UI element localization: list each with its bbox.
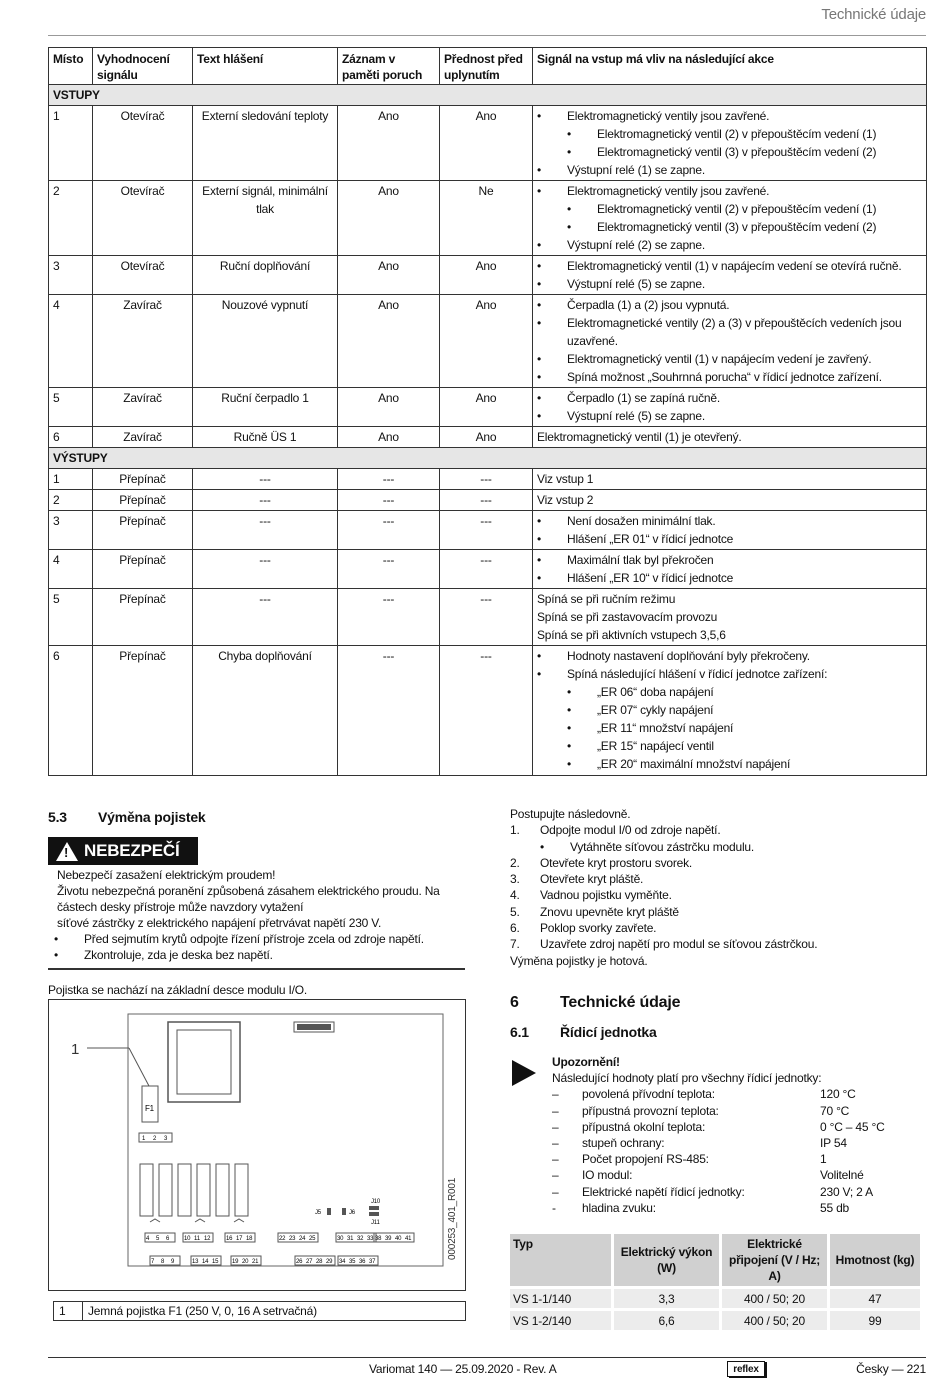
terminal-number: 4 — [146, 1236, 150, 1242]
procedure-step: 3. Otevřete kryt pláště. — [510, 872, 644, 887]
tech-header-power: Elektrický výkon (W) — [614, 1234, 719, 1286]
effect-bullet: • Elektromagnetický ventily jsou zavřené. — [537, 109, 770, 123]
danger-label — [48, 837, 198, 865]
effect-bullet: • Čerpadlo (1) se zapíná ručně. — [537, 391, 720, 405]
note-text: Následující hodnoty platí pro všechny řídicí jednotky: — [552, 1071, 822, 1086]
cell-effects — [533, 490, 927, 511]
cell-text: --- — [193, 550, 338, 589]
cell-place: 2 — [49, 181, 93, 256]
cell-place: 6 — [49, 646, 93, 776]
terminal-number: 7 — [151, 1259, 155, 1265]
note-title: Upozornění! — [552, 1055, 620, 1069]
spec-value: IP 54 — [820, 1136, 847, 1151]
tech-cell: VS 1-2/140 — [510, 1311, 611, 1330]
tech-cell: 47 — [830, 1289, 920, 1308]
io-board-diagram — [49, 1000, 465, 1290]
terminal-block — [150, 1256, 180, 1265]
terminal-number: 36 — [359, 1259, 366, 1265]
svg-text:J10: J10 — [371, 1199, 381, 1205]
cell-place: 3 — [49, 256, 93, 295]
effect-line: Elektromagnetický ventil (1) je otevřený. — [537, 430, 742, 444]
svg-text:2: 2 — [153, 1136, 157, 1142]
io-board-figure — [48, 999, 466, 1291]
note-arrow-icon — [512, 1060, 536, 1086]
cell-priority: Ano — [440, 106, 533, 181]
cell-text: Chyba doplňování — [193, 646, 338, 776]
tech-cell: VS 1-1/140 — [510, 1289, 611, 1308]
danger-line: Nebezpečí zasažení elektrickým proudem! — [57, 868, 276, 882]
section-5-3-heading — [48, 809, 206, 825]
cell-memory: Ano — [338, 295, 440, 388]
signal-table — [48, 47, 927, 776]
section-title: Technické údaje — [560, 994, 681, 1011]
spec-value: 55 db — [820, 1200, 850, 1215]
cell-text: --- — [193, 589, 338, 646]
cell-text: Nouzové vypnutí — [193, 295, 338, 388]
spec-item: - hladina zvuku: 55 db — [552, 1200, 850, 1215]
terminal-number: 19 — [232, 1259, 239, 1265]
cell-text: --- — [193, 469, 338, 490]
danger-line: síťové zástrčky z elektrického napájení přetrvávat napětí 230 V. — [57, 916, 382, 930]
effect-bullet: • Výstupní relé (5) se zapne. — [537, 277, 706, 291]
effect-bullet: • „ER 20“ maximální množství napájení — [567, 757, 791, 771]
cell-text: --- — [193, 511, 338, 550]
spec-item: – přípustná okolní teplota: 0 °C – 45 °C — [552, 1119, 885, 1134]
cell-effects — [533, 511, 927, 550]
cell-memory: Ano — [338, 256, 440, 295]
section-title: VSTUPY — [49, 85, 927, 106]
warning-triangle-icon — [56, 842, 78, 861]
procedure-step: 4. Vadnou pojistku vyměňte. — [510, 888, 672, 903]
cell-text: Ruční doplňování — [193, 256, 338, 295]
effect-bullet: • Hlášení „ER 01“ v řídicí jednotce — [537, 532, 734, 546]
cell-place: 1 — [49, 469, 93, 490]
terminal-number: 21 — [252, 1259, 259, 1265]
effect-bullet: • „ER 07“ cykly napájení — [567, 703, 714, 717]
caption-text: Jemná pojistka F1 (250 V, 0, 16 A setrvačná) — [88, 1304, 317, 1318]
effect-bullet: • Elektromagnetický ventil (2) v přepouštěcím vedení (1) — [567, 202, 877, 216]
terminal-number: 33 — [367, 1236, 374, 1242]
section-row — [49, 85, 927, 106]
terminal-number: 15 — [212, 1259, 219, 1265]
section-6-1-heading — [510, 1024, 657, 1040]
cell-memory: Ano — [338, 388, 440, 427]
cell-priority: --- — [440, 511, 533, 550]
table-row — [49, 427, 927, 448]
section-number: 5.3 — [48, 809, 67, 825]
terminal-number: 30 — [337, 1236, 344, 1242]
cell-eval: Otevírač — [93, 106, 193, 181]
tech-cell: 3,3 — [614, 1289, 719, 1308]
cell-priority: Ano — [440, 295, 533, 388]
spec-key: Elektrické napětí řídicí jednotky: — [582, 1184, 745, 1199]
effect-bullet: • Elektromagnetický ventil (1) v napájecím vedení je zavřený. — [537, 352, 872, 366]
procedure-step: 6. Poklop svorky zavřete. — [510, 921, 657, 936]
spec-value: 120 °C — [820, 1087, 856, 1102]
terminal-number: 29 — [326, 1259, 333, 1265]
danger-line: Životu nebezpečná poranění způsobená zásahem elektrického proudu. Na částech desky přístroje může navzdory vytažení — [57, 884, 440, 914]
svg-text:3: 3 — [164, 1136, 168, 1142]
terminal-number: 28 — [316, 1259, 323, 1265]
tech-row — [510, 1311, 920, 1330]
tech-table — [507, 1231, 923, 1333]
tech-header-type: Typ — [510, 1234, 611, 1286]
effect-bullet: • Čerpadla (1) a (2) jsou vypnutá. — [537, 298, 730, 312]
cell-eval: Přepínač — [93, 511, 193, 550]
cell-eval: Zavírač — [93, 295, 193, 388]
cell-text: Ručně ÜS 1 — [193, 427, 338, 448]
spec-item: – přípustná provozní teplota: 70 °C — [552, 1103, 850, 1118]
svg-text:J6: J6 — [349, 1210, 355, 1216]
effect-bullet: • Elektromagnetický ventily jsou zavřené. — [537, 184, 770, 198]
tech-cell: 99 — [830, 1311, 920, 1330]
procedure-step: 7. Uzavřete zdroj napětí pro modul se síťovou zástrčkou. — [510, 937, 818, 952]
effect-bullet: • Hodnoty nastavení doplňování byly překročeny. — [537, 649, 810, 663]
terminal-number: 8 — [161, 1259, 165, 1265]
terminal-number: 17 — [236, 1236, 243, 1242]
danger-bullet: • Zkontroluje, zda je deska bez napětí. — [54, 948, 273, 962]
cell-eval: Přepínač — [93, 550, 193, 589]
cell-priority: --- — [440, 469, 533, 490]
cell-place: 4 — [49, 295, 93, 388]
spec-key: stupeň ochrany: — [582, 1136, 665, 1151]
spec-key: Počet propojení RS-485: — [582, 1152, 709, 1167]
terminal-number: 23 — [289, 1236, 296, 1242]
effect-bullet: • Elektromagnetický ventil (2) v přepouštěcím vedení (1) — [567, 127, 877, 141]
section-number: 6.1 — [510, 1024, 529, 1040]
spec-value: 0 °C – 45 °C — [820, 1119, 885, 1134]
cell-memory: Ano — [338, 181, 440, 256]
cell-effects — [533, 181, 927, 256]
cell-priority: Ano — [440, 388, 533, 427]
svg-text:1: 1 — [142, 1136, 146, 1142]
procedure-done: Výměna pojistky je hotová. — [510, 953, 648, 968]
spec-key: IO modul: — [582, 1168, 633, 1183]
cell-effects — [533, 589, 927, 646]
terminal-number: 13 — [192, 1259, 199, 1265]
terminal-number: 39 — [385, 1236, 392, 1242]
cell-eval: Přepínač — [93, 646, 193, 776]
terminal-number: 18 — [246, 1236, 253, 1242]
cell-place: 5 — [49, 388, 93, 427]
fuse-location-text: Pojistka se nachází na základní desce modulu I/O. — [48, 983, 308, 997]
cell-place: 5 — [49, 589, 93, 646]
cell-eval: Zavírač — [93, 388, 193, 427]
spec-value: 70 °C — [820, 1103, 850, 1118]
table-row — [49, 469, 927, 490]
terminal-number: 12 — [204, 1236, 211, 1242]
tech-row — [510, 1289, 920, 1308]
section-row — [49, 448, 927, 469]
danger-label-text: NEBEZPEČÍ — [84, 841, 180, 860]
cell-eval: Otevírač — [93, 256, 193, 295]
procedure-step: 1. Odpojte modul I/0 od zdroje napětí. — [510, 823, 721, 838]
terminal-number: 38 — [375, 1236, 382, 1242]
effect-bullet: • Spíná možnost „Souhrnná porucha“ v řídicí jednotce zařízení. — [537, 370, 882, 384]
cell-effects — [533, 256, 927, 295]
effect-bullet: • Výstupní relé (2) se zapne. — [537, 238, 706, 252]
cell-memory: --- — [338, 469, 440, 490]
effect-bullet: • „ER 06“ doba napájení — [567, 685, 714, 699]
cell-effects — [533, 469, 927, 490]
terminal-row-upper — [145, 1233, 414, 1242]
table-row — [49, 550, 927, 589]
effect-bullet: • Elektromagnetické ventily (2) a (3) v přepouštěcích vedeních jsou uzavřené. — [537, 316, 902, 348]
table-row — [49, 388, 927, 427]
cell-eval: Přepínač — [93, 490, 193, 511]
spec-key: přípustná provozní teplota: — [582, 1103, 719, 1118]
terminal-number: 16 — [226, 1236, 233, 1242]
note-box — [552, 1054, 922, 1216]
effect-bullet: • Není dosažen minimální tlak. — [537, 514, 716, 528]
cell-memory: Ano — [338, 106, 440, 181]
procedure-intro: Postupujte následovně. — [510, 807, 631, 821]
table-row — [49, 511, 927, 550]
section-number: 6 — [510, 994, 519, 1011]
footer-page: Česky — 221 — [856, 1362, 926, 1376]
tech-header-connection: Elektrické připojení (V / Hz; A) — [722, 1234, 827, 1286]
section-title: Řídicí jednotka — [560, 1024, 657, 1040]
svg-text:J5: J5 — [315, 1210, 321, 1216]
table-row — [49, 295, 927, 388]
tech-cell: 6,6 — [614, 1311, 719, 1330]
terminal-top — [139, 1133, 172, 1142]
col-header-effects: Signál na vstup má vliv na následující akce — [533, 48, 927, 85]
effect-bullet: • Elektromagnetický ventil (1) v napájecím vedení se otevírá ručně. — [537, 259, 902, 273]
procedure — [510, 806, 930, 969]
terminal-number: 41 — [405, 1236, 412, 1242]
cell-effects — [533, 388, 927, 427]
tech-cell: 400 / 50; 20 — [722, 1289, 827, 1308]
terminal-number: 27 — [306, 1259, 313, 1265]
cell-memory: --- — [338, 589, 440, 646]
section-title: VÝSTUPY — [49, 448, 927, 469]
effect-bullet: • Spíná následující hlášení v řídicí jednotce zařízení: — [537, 667, 828, 681]
effect-line: Viz vstup 1 — [537, 472, 594, 486]
terminal-number: 24 — [299, 1236, 306, 1242]
page-header-title: Technické údaje — [821, 6, 926, 23]
figure-code: 000253_401_R001 — [447, 1177, 458, 1260]
table-row — [49, 181, 927, 256]
procedure-step: 2. Otevřete kryt prostoru svorek. — [510, 855, 693, 870]
cell-eval: Zavírač — [93, 427, 193, 448]
cell-place: 2 — [49, 490, 93, 511]
footer-doc-info: Variomat 140 — 25.09.2020 - Rev. A — [369, 1362, 557, 1376]
cell-effects — [533, 646, 927, 776]
cell-effects — [533, 295, 927, 388]
cell-eval: Přepínač — [93, 589, 193, 646]
table-row — [49, 490, 927, 511]
spec-key: hladina zvuku: — [582, 1200, 656, 1215]
spec-item: – Počet propojení RS-485: 1 — [552, 1152, 827, 1167]
fuse-label: F1 — [145, 1104, 154, 1113]
terminal-row-lower — [150, 1256, 378, 1265]
footer-rule — [48, 1357, 926, 1358]
effect-line: Spíná se při zastavovacím provozu — [537, 610, 718, 624]
terminal-number: 34 — [339, 1259, 346, 1265]
cell-text: Externí signál, minimální tlak — [193, 181, 338, 256]
cell-place: 6 — [49, 427, 93, 448]
cell-memory: --- — [338, 511, 440, 550]
terminal-number: 25 — [309, 1236, 316, 1242]
cell-place: 3 — [49, 511, 93, 550]
terminal-number: 11 — [194, 1236, 200, 1242]
terminal-number: 5 — [156, 1236, 160, 1242]
col-header-memory: Záznam v paměti poruch — [338, 48, 440, 85]
spec-item: – stupeň ochrany: IP 54 — [552, 1136, 847, 1151]
cell-priority: --- — [440, 589, 533, 646]
header-rule — [48, 35, 926, 36]
spec-value: Volitelné — [820, 1168, 864, 1183]
effect-line: Spíná se při aktivních vstupech 3,5,6 — [537, 628, 726, 642]
cell-text: Externí sledování teploty — [193, 106, 338, 181]
tech-header-weight: Hmotnost (kg) — [830, 1234, 920, 1286]
cell-priority: --- — [440, 550, 533, 589]
col-header-text: Text hlášení — [193, 48, 338, 85]
spec-value: 230 V; 2 A — [820, 1184, 873, 1199]
terminal-number: 20 — [242, 1259, 249, 1265]
cell-eval: Otevírač — [93, 181, 193, 256]
cell-eval: Přepínač — [93, 469, 193, 490]
effect-line: Spíná se při ručním režimu — [537, 592, 676, 606]
cell-priority: --- — [440, 490, 533, 511]
tech-cell: 400 / 50; 20 — [722, 1311, 827, 1330]
col-header-place: Místo — [49, 48, 93, 85]
cell-effects — [533, 427, 927, 448]
reflex-logo: reflex — [727, 1361, 765, 1377]
table-row — [49, 256, 927, 295]
cell-memory: --- — [338, 550, 440, 589]
danger-rule — [48, 968, 465, 970]
effect-line: Viz vstup 2 — [537, 493, 594, 507]
terminal-number: 14 — [202, 1259, 209, 1265]
danger-text — [54, 867, 467, 963]
terminal-number: 26 — [296, 1259, 303, 1265]
terminal-number: 10 — [184, 1236, 191, 1242]
spec-key: přípustná okolní teplota: — [582, 1119, 706, 1134]
procedure-step: • Vytáhněte síťovou zástrčku modulu. — [540, 839, 755, 854]
spec-value: 1 — [820, 1152, 827, 1167]
spec-item: – povolená přívodní teplota: 120 °C — [552, 1087, 856, 1102]
cell-place: 4 — [49, 550, 93, 589]
spec-key: povolená přívodní teplota: — [582, 1087, 715, 1102]
signal-table-header — [49, 48, 927, 85]
cell-priority: Ano — [440, 256, 533, 295]
effect-bullet: • Elektromagnetický ventil (3) v přepouštěcím vedení (2) — [567, 145, 877, 159]
cell-memory: --- — [338, 646, 440, 776]
terminal-block — [145, 1233, 175, 1242]
col-header-eval: Vyhodnocení signálu — [93, 48, 193, 85]
terminal-number: 37 — [369, 1259, 376, 1265]
procedure-steps — [510, 822, 930, 952]
danger-bullet: • Před sejmutím krytů odpojte řízení přístroje zcela od zdroje napětí. — [54, 932, 424, 946]
cell-memory: --- — [338, 490, 440, 511]
effect-bullet: • „ER 11“ množství napájení — [567, 721, 734, 735]
terminal-number: 6 — [166, 1236, 170, 1242]
table-row — [49, 646, 927, 776]
cell-text: Ruční čerpadlo 1 — [193, 388, 338, 427]
terminal-number: 40 — [395, 1236, 402, 1242]
section-6-heading — [510, 994, 680, 1012]
cell-place: 1 — [49, 106, 93, 181]
effect-bullet: • Elektromagnetický ventil (3) v přepouštěcím vedení (2) — [567, 220, 877, 234]
caption-number: 1 — [54, 1302, 83, 1320]
procedure-step: 5. Znovu upevněte kryt pláště — [510, 904, 679, 919]
effect-bullet: • Hlášení „ER 10“ v řídicí jednotce — [537, 571, 734, 585]
terminal-number: 22 — [279, 1236, 286, 1242]
callout-number: 1 — [71, 1041, 80, 1058]
cell-effects — [533, 550, 927, 589]
table-row — [49, 589, 927, 646]
effect-bullet: • Výstupní relé (1) se zapne. — [537, 163, 706, 177]
effect-bullet: • Maximální tlak byl překročen — [537, 553, 714, 567]
cell-priority: --- — [440, 646, 533, 776]
signal-table-body — [49, 85, 927, 776]
cell-text: --- — [193, 490, 338, 511]
cell-priority: Ano — [440, 427, 533, 448]
section-title: Výměna pojistek — [98, 809, 206, 825]
cell-priority: Ne — [440, 181, 533, 256]
terminal-number: 32 — [357, 1236, 364, 1242]
col-header-priority: Přednost před uplynutím — [440, 48, 533, 85]
cell-memory: Ano — [338, 427, 440, 448]
effect-bullet: • „ER 15“ napájecí ventil — [567, 739, 714, 753]
terminal-number: 9 — [171, 1259, 175, 1265]
svg-text:J11: J11 — [371, 1220, 380, 1226]
terminal-number: 35 — [349, 1259, 356, 1265]
table-row — [49, 106, 927, 181]
spec-item: – Elektrické napětí řídicí jednotky: 230 V; 2 A — [552, 1184, 873, 1199]
spec-item: – IO modul: Volitelné — [552, 1168, 864, 1183]
note-items — [552, 1086, 922, 1216]
cell-effects — [533, 106, 927, 181]
terminal-number: 31 — [347, 1236, 354, 1242]
effect-bullet: • Výstupní relé (5) se zapne. — [537, 409, 706, 423]
figure-caption — [53, 1301, 466, 1321]
